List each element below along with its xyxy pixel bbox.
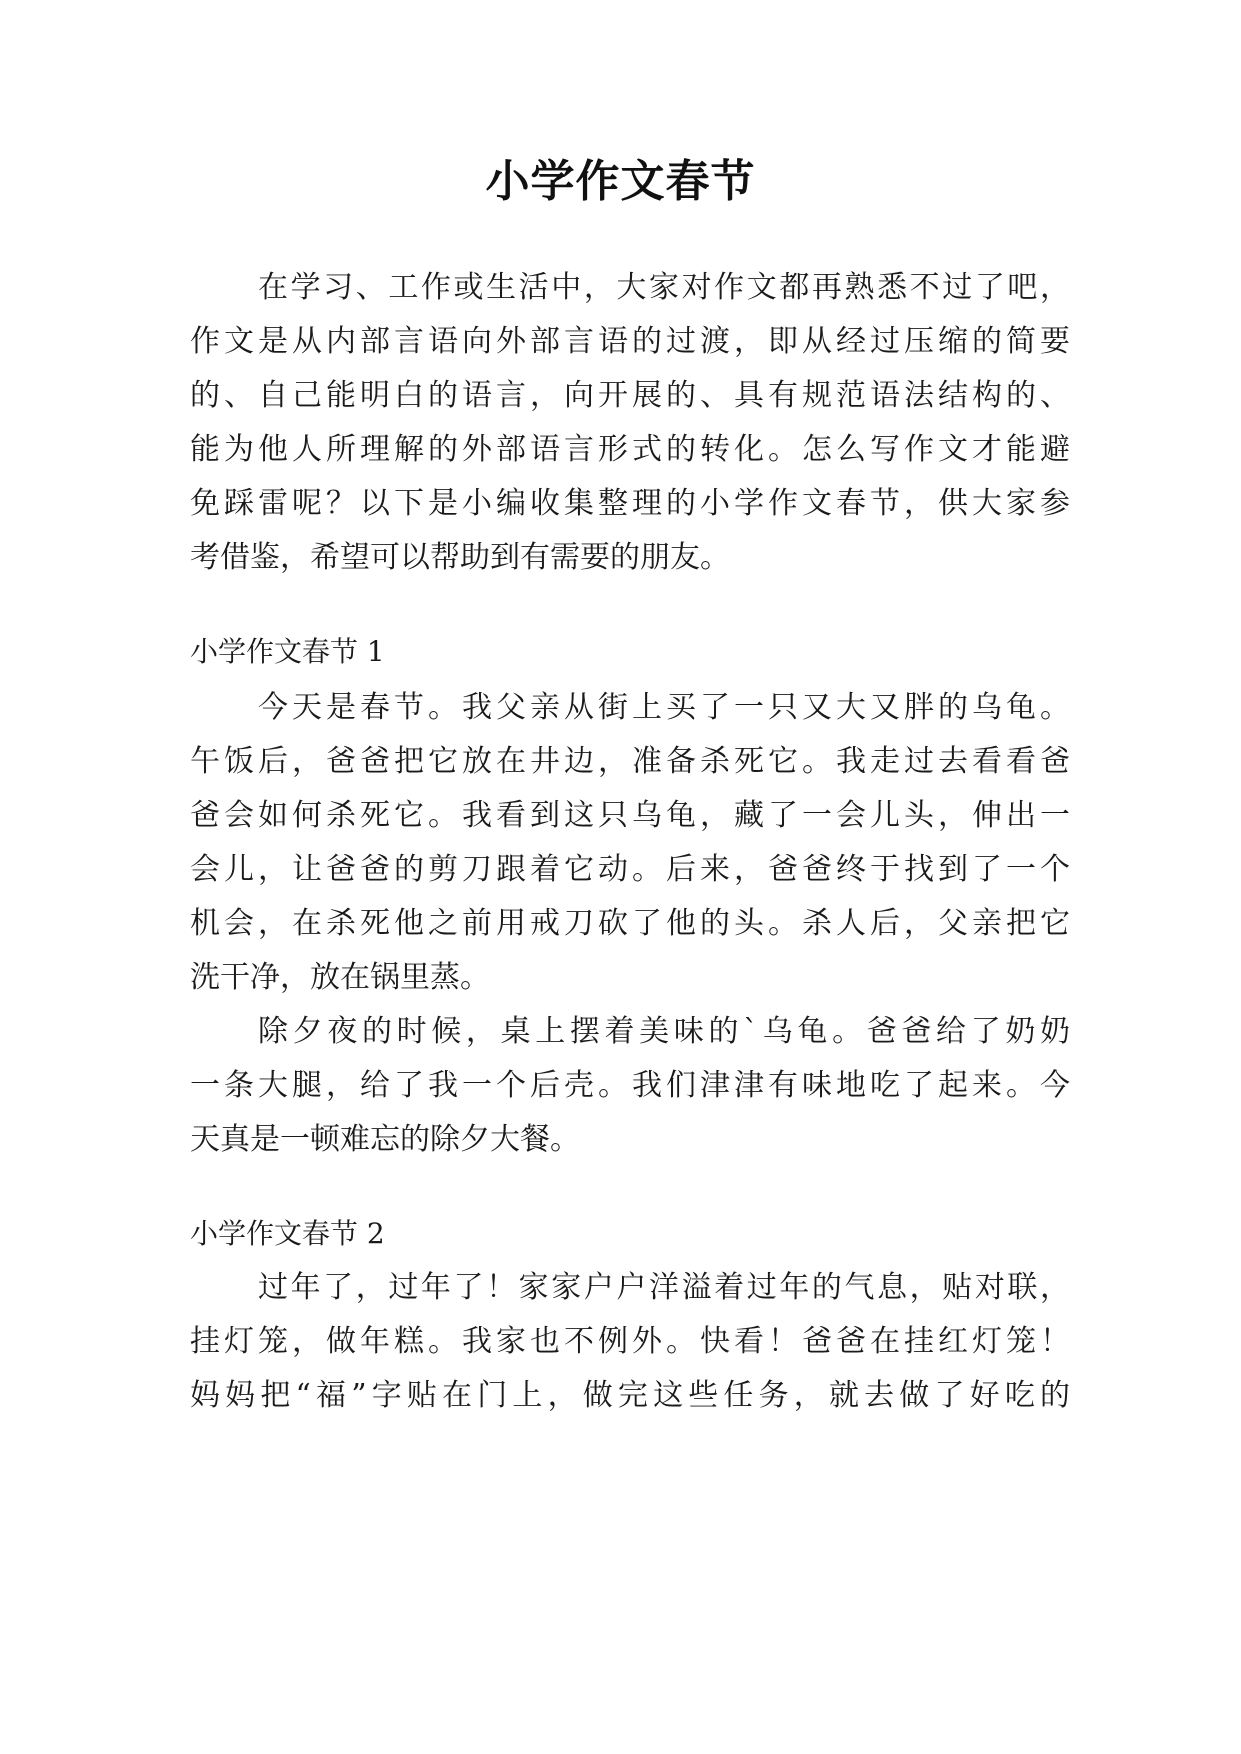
text-line: 一条大腿，给了我一个后壳。我们津津有味地吃了起来。今 (190, 1068, 1070, 1103)
text-line: 在学习、工作或生活中，大家对作文都再熟悉不过了吧， (258, 270, 1070, 305)
text-line: 作文是从内部言语向外部言语的过渡，即从经过压缩的简要 (190, 324, 1070, 359)
text-line: 过年了，过年了！家家户户洋溢着过年的气息，贴对联， (258, 1270, 1070, 1305)
text-line: 除夕夜的时候，桌上摆着美味的`乌龟。爸爸给了奶奶 (258, 1014, 1070, 1049)
text-line: 会儿，让爸爸的剪刀跟着它动。后来，爸爸终于找到了一个 (190, 852, 1070, 887)
text-line: 午饭后，爸爸把它放在井边，准备杀死它。我走过去看看爸 (190, 744, 1070, 779)
text-line: 考借鉴，希望可以帮助到有需要的朋友。 (190, 540, 730, 575)
text-line: 爸会如何杀死它。我看到这只乌龟，藏了一会儿头，伸出一 (190, 798, 1070, 833)
text-line: 能为他人所理解的外部语言形式的转化。怎么写作文才能避 (190, 432, 1070, 467)
text-line: 挂灯笼，做年糕。我家也不例外。快看！爸爸在挂红灯笼！ (190, 1324, 1070, 1359)
section-heading: 小学作文春节 1 (190, 635, 385, 668)
document-title: 小学作文春节 (485, 156, 756, 207)
text-line: 洗干净，放在锅里蒸。 (190, 960, 490, 995)
text-line: 机会，在杀死他之前用戒刀砍了他的头。杀人后，父亲把它 (190, 906, 1070, 941)
text-line: 的、自己能明白的语言，向开展的、具有规范语法结构的、 (190, 378, 1070, 413)
text-line: 妈妈把“福”字贴在门上，做完这些任务，就去做了好吃的 (190, 1378, 1070, 1413)
text-line: 免踩雷呢？以下是小编收集整理的小学作文春节，供大家参 (190, 486, 1070, 521)
text-line: 天真是一顿难忘的除夕大餐。 (190, 1122, 580, 1157)
text-line: 今天是春节。我父亲从街上买了一只又大又胖的乌龟。 (258, 690, 1070, 725)
section-heading: 小学作文春节 2 (190, 1217, 385, 1250)
